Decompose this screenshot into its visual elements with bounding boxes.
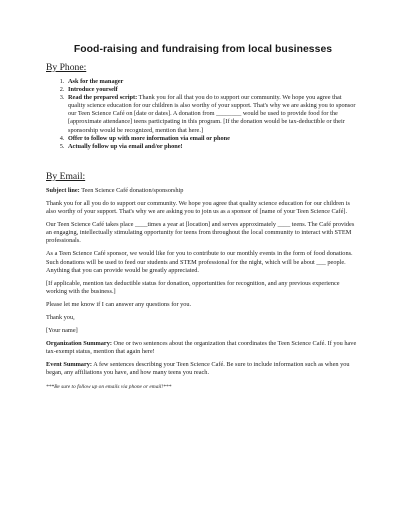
email-signature: [Your name] — [46, 327, 78, 335]
phone-step — [66, 86, 360, 94]
organization-summary-label: Organization Summary: — [46, 340, 112, 348]
phone-step-lead: Offer to follow up with more information via email or phone — [68, 134, 230, 142]
follow-up-note: ***Be sure to follow up on emails via phone or email!*** — [46, 383, 172, 390]
email-paragraph: As a Teen Science Café sponsor, we would like for you to contribute to our monthly events in the form of food donations. Such donations will be used to feed our students and STEM professional for the night, which will be about ___ people. Anything that you can provide would be greatly appreciated. — [46, 250, 353, 274]
email-paragraph: [If applicable, mention tax deductible status for donation, opportunities for recognition, and any previous experience working with the business.] — [46, 279, 340, 295]
phone-step-lead: Actually follow up via email and/or phone! — [68, 142, 183, 150]
subject-line-label: Subject line: — [46, 186, 80, 194]
email-section-heading: By Email: — [46, 170, 86, 182]
organization-summary-text: One or two sentences about the organization that coordinates the Teen Science Café. If you have tax-exempt status, mention that again here! — [46, 340, 357, 356]
event-summary-text: A few sentences describing your Teen Science Café. Be sure to include information such as when you began, any affiliations you have, and how many teens you reach. — [46, 361, 350, 377]
email-signoff: Thank you, — [46, 313, 75, 321]
event-summary-label: Event Summary: — [46, 361, 92, 369]
phone-step — [66, 94, 360, 134]
email-paragraph: Please let me know if I can answer any questions for you. — [46, 300, 192, 308]
phone-step — [66, 135, 360, 143]
phone-steps-list — [46, 78, 360, 151]
phone-step-lead: Ask for the manager — [68, 78, 124, 85]
event-summary — [46, 361, 360, 377]
organization-summary — [46, 340, 360, 356]
subject-line-value: Teen Science Café donation/sponsorship — [79, 186, 184, 194]
phone-step — [66, 143, 360, 151]
phone-step-body: Thank you for all that you do to support our community. We hope you agree that quality science education for our children is also worthy of your support. That's why we are asking you to sponsor our Teen Science Café on [date or dates]. A donation from ________ would be used to provide food for the [approximate attendance] teens participating in this program. [If the donation would be tax-deductible or their sponsorship would be recognized, mention that here.] — [68, 94, 356, 134]
phone-step-lead: Introduce yourself — [68, 86, 118, 94]
email-paragraph: Thank you for all you do to support our community. We hope you agree that quality science education for our children is also worthy of your support. That's why we are asking you to join us as a sponsor of [name of your Teen Science Café]. — [46, 199, 350, 216]
email-subject-line — [46, 187, 360, 195]
phone-step-lead: Read the prepared script: — [68, 94, 138, 102]
document-title: Food-raising and fundraising from local businesses — [73, 44, 333, 55]
email-paragraph: Our Teen Science Café takes place ____times a year at [location] and serves approximately ____ teens. The Café provides an engaging, intellectually stimulating opportunity for teens from throughout the local community to interact with STEM professionals. — [46, 221, 355, 245]
phone-section-heading: By Phone: — [46, 62, 87, 73]
phone-step — [66, 78, 360, 86]
